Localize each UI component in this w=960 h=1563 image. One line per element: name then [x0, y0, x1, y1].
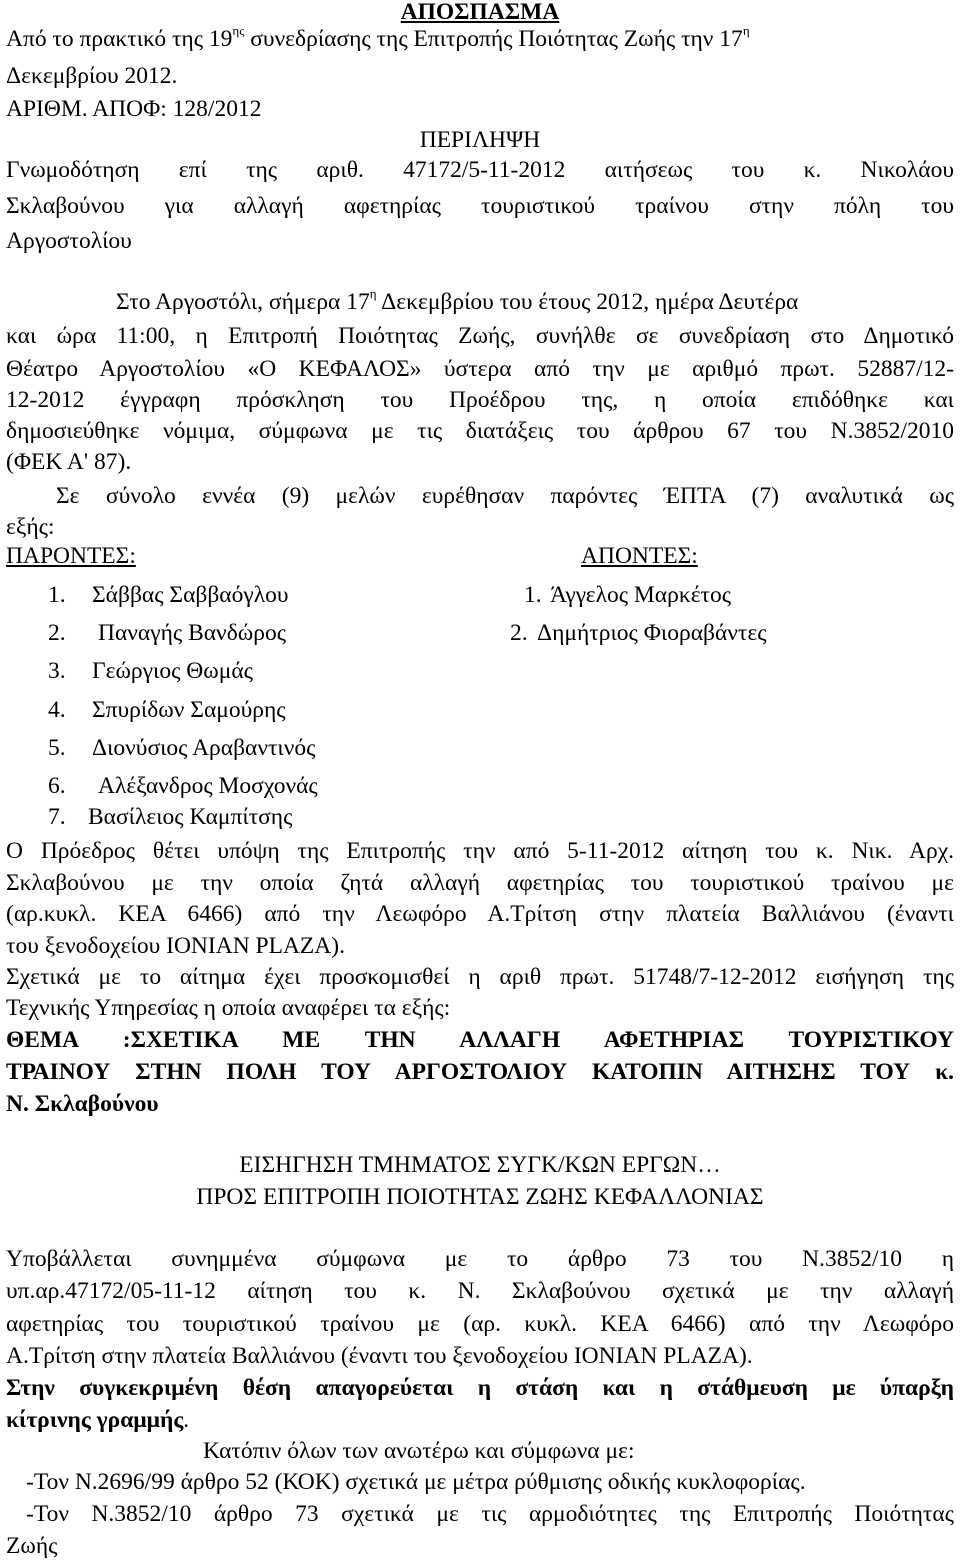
- request-line: Ο Πρόεδρος θέτει υπόψη της Επιτροπής την από 5-11-2012 αίτηση του κ. Νικ. Αρχ.: [6, 838, 954, 864]
- recommendation-line: αφετηρίας του τουριστικού τραίνου με (αρ. κυκλ. ΚΕΑ 6466) από την Λεωφόρο: [6, 1311, 954, 1337]
- summary-heading: ΠΕΡΙΛΗΨΗ: [419, 127, 541, 153]
- present-name: Αλέξανδρος Μοσχονάς: [98, 773, 318, 799]
- session-line: και ώρα 11:00, η Επιτροπή Ποιότητας Ζωής, συνήλθε σε συνεδρίαση στο Δημοτικό: [6, 323, 954, 349]
- subject-line: Ν. Σκλαβούνου: [6, 1091, 159, 1117]
- basis-intro: Κατόπιν όλων των ανωτέρω και σύμφωνα με:: [203, 1438, 635, 1464]
- reference-line: Σχετικά με το αίτημα έχει προσκομισθεί η αριθ πρωτ. 51748/7-12-2012 εισήγηση της: [6, 964, 954, 990]
- present-name: Παναγής Βανδώρος: [98, 620, 287, 646]
- recommendation-line: υπ.αρ.47172/05-11-12 αίτηση του κ. Ν. Σκλαβούνου σχετικά με την αλλαγή: [6, 1278, 954, 1304]
- basis-item: -Τον Ν.3852/10 άρθρο 73 σχετικά με τις αρμοδιότητες της Επιτροπής Ποιότητας: [26, 1501, 954, 1527]
- present-number: 6.: [48, 773, 66, 799]
- quorum-line: εξής:: [6, 514, 55, 540]
- session-line: 12-2012 έγγραφη πρόσκληση του Προέδρου της, η οποία επιδόθηκε και: [6, 387, 954, 413]
- present-number: 7.: [48, 804, 66, 830]
- absent-name: Άγγελος Μαρκέτος: [550, 582, 732, 608]
- summary-line: Γνωμοδότηση επί της αριθ. 47172/5-11-2012 αιτήσεως του κ. Νικολάου: [6, 157, 954, 183]
- restriction-note: κίτρινης γραμμής.: [6, 1407, 190, 1433]
- present-heading: ΠΑΡΟΝΤΕΣ:: [6, 543, 136, 569]
- recommendation-heading: ΕΙΣΗΓΗΣΗ ΤΜΗΜΑΤΟΣ ΣΥΓΚ/ΚΩΝ ΕΡΓΩΝ…: [239, 1152, 721, 1178]
- absent-number: 2.: [510, 620, 528, 646]
- present-name: Σπυρίδων Σαμούρης: [92, 697, 286, 723]
- subject-line: ΘΕΜΑ :ΣΧΕΤΙΚΑ ΜΕ ΤΗΝ ΑΛΛΑΓΗ ΑΦΕΤΗΡΙΑΣ ΤΟΥΡΙΣΤΙΚΟΥ: [6, 1027, 954, 1053]
- basis-item: Ζωής: [6, 1533, 58, 1559]
- recommendation-line: Α.Τρίτση στην πλατεία Βαλλιάνου (έναντι του ξενοδοχείου IONIAN PLAZA).: [6, 1343, 753, 1369]
- absent-number: 1.: [524, 582, 542, 608]
- request-line: (αρ.κυκλ. ΚΕΑ 6466) από την Λεωφόρο Α.Τρίτση στην πλατεία Βαλλιάνου (έναντι: [6, 901, 954, 927]
- session-line: (ΦΕΚ Α' 87).: [6, 449, 132, 475]
- recommendation-heading: ΠΡΟΣ ΕΠΙΤΡΟΠΗ ΠΟΙΟΤΗΤΑΣ ΖΩΗΣ ΚΕΦΑΛΛΟΝΙΑΣ: [196, 1184, 764, 1210]
- present-number: 2.: [48, 620, 66, 646]
- present-name: Γεώργιος Θωμάς: [92, 658, 253, 684]
- present-number: 1.: [48, 582, 66, 608]
- intro-line: Από το πρακτικό της $19^{\eta\varsigma}$ συνεδρίασης της Επιτροπής Ποιότητας Ζωής την $17^\eta$: [6, 23, 750, 52]
- present-name: Βασίλειος Καμπίτσης: [88, 804, 293, 830]
- intro-date: Δεκεμβρίου 2012.: [6, 63, 178, 89]
- present-number: 4.: [48, 697, 66, 723]
- present-name: Σάββας Σαββαόγλου: [92, 582, 289, 608]
- recommendation-line: Υποβάλλεται συνημμένα σύμφωνα με το άρθρο 73 του Ν.3852/10 η: [6, 1246, 954, 1272]
- session-line: δημοσιεύθηκε νόμιμα, σύμφωνα με τις διατάξεις του άρθρου 67 του Ν.3852/2010: [6, 418, 954, 444]
- session-line: Στο Αργοστόλι, σήμερα $17^\eta$ Δεκεμβρίου του έτους 2012, ημέρα Δευτέρα: [116, 286, 799, 315]
- absent-heading: ΑΠΟΝΤΕΣ:: [581, 543, 698, 569]
- quorum-line: Σε σύνολο εννέα (9) μελών ευρέθησαν παρόντες ΈΠΤΑ (7) αναλυτικά ως: [56, 483, 954, 509]
- restriction-note: Στην συγκεκριμένη θέση απαγορεύεται η στάση και η στάθμευση με ύπαρξη: [6, 1375, 954, 1401]
- request-line: του ξενοδοχείου IONIAN PLAZA).: [6, 933, 345, 959]
- request-line: Σκλαβούνου με την οποία ζητά αλλαγή αφετηρίας του τουριστικού τραίνου με: [6, 870, 954, 896]
- absent-name: Δημήτριος Φιοραβάντες: [537, 620, 767, 646]
- session-line: Θέατρο Αργοστολίου «Ο ΚΕΦΑΛΟΣ» ύστερα από την με αριθμό πρωτ. 52887/12-: [6, 356, 954, 382]
- present-number: 3.: [48, 658, 66, 684]
- summary-line: Σκλαβούνου για αλλαγή αφετηρίας τουριστικού τραίνου στην πόλη του: [6, 193, 954, 219]
- summary-line: Αργοστολίου: [6, 228, 132, 254]
- present-number: 5.: [48, 735, 66, 761]
- decision-number: ΑΡΙΘΜ. ΑΠΟΦ: 128/2012: [6, 96, 262, 122]
- present-name: Διονύσιος Αραβαντινός: [92, 735, 316, 761]
- basis-item: -Τον Ν.2696/99 άρθρο 52 (ΚΟΚ) σχετικά με μέτρα ρύθμισης οδικής κυκλοφορίας.: [26, 1469, 806, 1495]
- subject-line: ΤΡΑΙΝΟΥ ΣΤΗΝ ΠΟΛΗ ΤΟΥ ΑΡΓΟΣΤΟΛΙΟΥ ΚΑΤΟΠΙΝ ΑΙΤΗΣΗΣ ΤΟΥ κ.: [6, 1059, 954, 1085]
- reference-line: Τεχνικής Υπηρεσίας η οποία αναφέρει τα εξής:: [6, 995, 451, 1021]
- document-title: ΑΠΟΣΠΑΣΜΑ: [400, 0, 560, 25]
